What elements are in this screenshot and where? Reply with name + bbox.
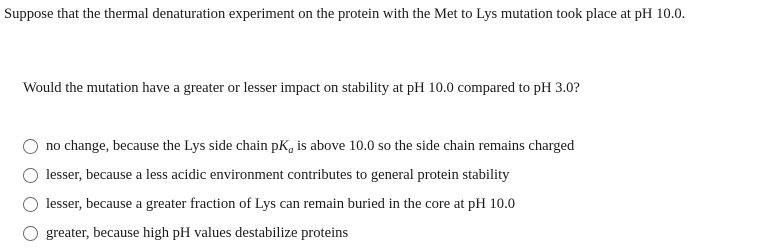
radio-button[interactable] <box>23 226 38 241</box>
answer-option-3[interactable] <box>23 190 574 219</box>
answer-option-1[interactable] <box>23 132 574 161</box>
answer-option-label: lesser, because a greater fraction of Lys can remain buried in the core at pH 10.0 <box>46 196 516 212</box>
answer-option-label: no change, because the Lys side chain $pK_a$ is above 10.0 so the side chain remains charged <box>46 138 575 156</box>
radio-button[interactable] <box>23 168 38 183</box>
question-prompt: Would the mutation have a greater or lesser impact on stability at pH 10.0 compared to pH 3.0? <box>23 80 580 96</box>
question-intro: Suppose that the thermal denaturation experiment on the protein with the Met to Lys mutation took place at pH 10.0. <box>4 6 686 22</box>
radio-button[interactable] <box>23 197 38 212</box>
answer-options <box>23 132 574 248</box>
answer-option-2[interactable] <box>23 161 574 190</box>
answer-option-label: greater, because high pH values destabilize proteins <box>46 225 349 241</box>
radio-button[interactable] <box>23 139 38 154</box>
answer-option-label: lesser, because a less acidic environment contributes to general protein stability <box>46 167 510 183</box>
answer-option-4[interactable] <box>23 219 574 248</box>
